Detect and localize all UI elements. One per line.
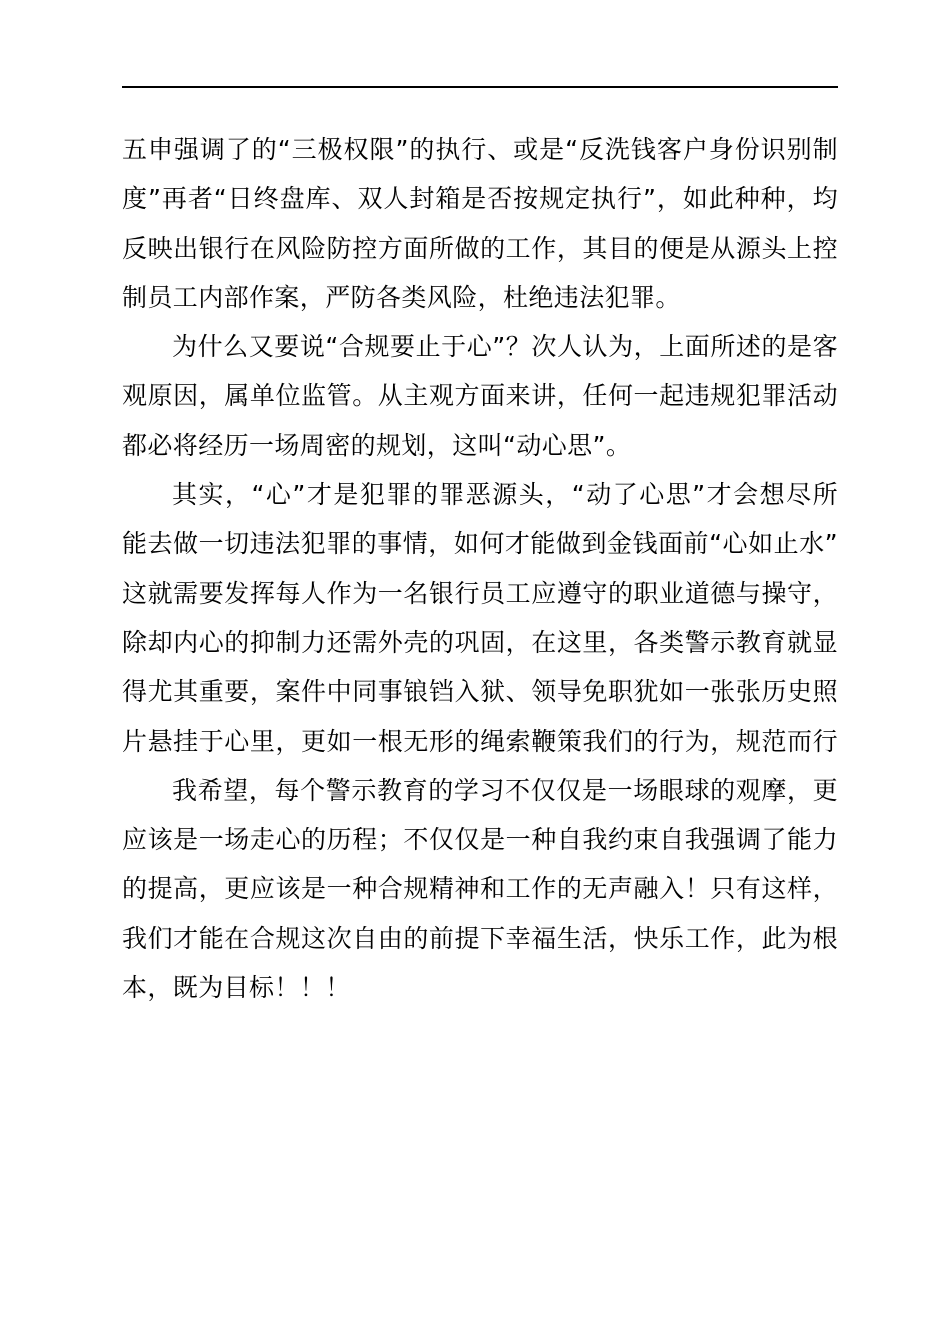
document-body [122,129,838,1016]
text-line: 我希望，每个警示教育的学习不仅仅是一场眼球的观摩，更 [172,775,838,805]
text-line: 片悬挂于心里，更如一根无形的绳索鞭策我们的行为，规范而行 [122,726,838,756]
text-line: 其实，“心”才是犯罪的罪恶源头，“动了心思”才会想尽所 [172,480,838,510]
text-line: 本，既为目标！！！ [122,973,351,1003]
text-line: 这就需要发挥每人作为一名银行员工应遵守的职业道德与操守， [122,578,838,608]
text-line: 得尤其重要，案件中同事锒铛入狱、领导免职犹如一张张历史照 [122,677,838,707]
text-line: 都必将经历一场周密的规划，这叫“动心思”。 [122,430,632,460]
text-line: 制员工内部作案，严防各类风险，杜绝违法犯罪。 [122,282,681,312]
text-line: 度”再者“日终盘库、双人封箱是否按规定执行”，如此种种，均 [122,184,838,214]
text-line: 除却内心的抑制力还需外壳的巩固，在这里，各类警示教育就显 [122,627,838,657]
text-line: 我们才能在合规这次自由的前提下幸福生活，快乐工作，此为根 [122,923,838,953]
text-line: 能去做一切违法犯罪的事情，如何才能做到金钱面前“心如止水” [122,529,838,559]
text-line: 为什么又要说“合规要止于心”？次人认为，上面所述的是客 [172,332,838,362]
header-rule [122,86,838,88]
text-line: 应该是一场走心的历程；不仅仅是一种自我约束自我强调了能力 [122,825,838,855]
text-line: 观原因，属单位监管。从主观方面来讲，任何一起违规犯罪活动 [122,381,838,411]
text-line: 反映出银行在风险防控方面所做的工作，其目的便是从源头上控 [122,233,838,263]
text-line: 五申强调了的“三极权限”的执行、或是“反洗钱客户身份识别制 [122,135,838,164]
text-line: 的提高，更应该是一种合规精神和工作的无声融入！只有这样， [122,874,838,904]
